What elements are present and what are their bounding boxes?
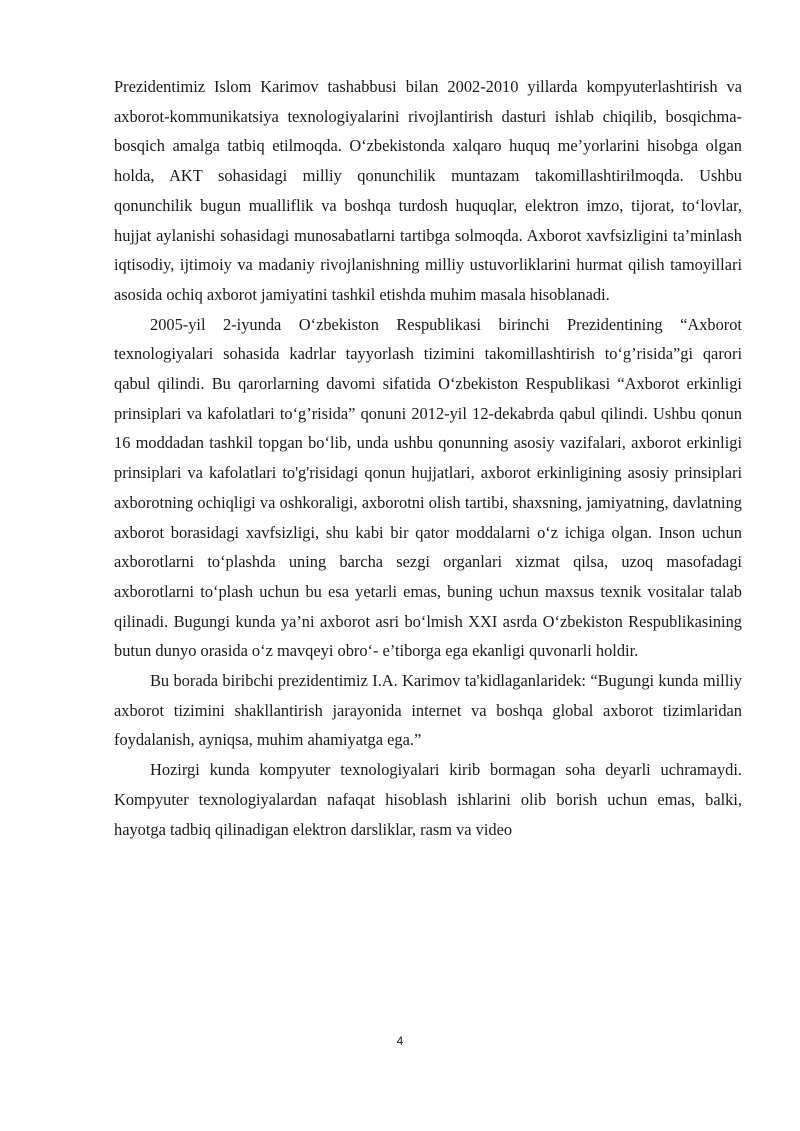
- paragraph-3: Bu borada biribchi prezidentimiz I.A. Karimov ta'kidlaganlaridek: “Bugungi kunda milliy axborot tizimini shakllantirish jarayonida internet va boshqa global axborot tizimlaridan foydalanish, ayniqsa, muhim ahamiyatga ega.”: [114, 671, 742, 750]
- page-number: 4: [396, 1034, 404, 1048]
- paragraph-2: 2005-yil 2-iyunda O‘zbekiston Respublikasi birinchi Prezidentining “Axborot texnologiyalari sohasida kadrlar tayyorlash tizimini takomillashtirish to‘g’risida”gi qarori qabul qilindi. Bu qarorlarning davomi sifatida O‘zbekiston Respublikasi “Axborot erkinligi prinsiplari va kafolatlari to‘g’risida” qonuni 2012-yil 12-dekabrda qabul qilindi. Ushbu qonun 16 moddadan tashkil topgan bo‘lib, unda ushbu qonunning asosiy vazifalari, axborot erkinligi prinsiplari va kafolatlari to'g'risidagi qonun hujjatlari, axborot erkinligining asosiy prinsiplari axborotning ochiqligi va oshkoraligi, axborotni olish tartibi, shaxsning, jamiyatning, davlatning axborot borasidagi xavfsizligi, shu kabi bir qator moddalarni o‘z ichiga olgan. Inson uchun axborotlarni to‘plashda uning barcha sezgi organlari xizmat qilsa, uzoq masofadagi axborotlarni to‘plash uchun bu esa yetarli emas, buning uchun maxsus texnik vositalar talab qilinadi. Bugungi kunda ya’ni axborot asri bo‘lmish XXI asrda O‘zbekiston Respublikasining butun dunyo orasida o‘z mavqeyi obro‘- e’tiborga ega ekanligi quvonarli holdir.: [114, 314, 742, 661]
- document-body: [114, 72, 742, 844]
- paragraph-4: Hozirgi kunda kompyuter texnologiyalari kirib bormagan soha deyarli uchramaydi. Kompyuter texnologiyalardan nafaqat hisoblash ishlarini olib borish uchun emas, balki, hayotga tadbiq qilinadigan elektron darsliklar, rasm va video: [114, 760, 742, 839]
- paragraph-1: Prezidentimiz Islom Karimov tashabbusi bilan 2002-2010 yillarda kompyuterlashtirish va axborot-kommunikatsiya texnologiyalarini rivojlantirish dasturi ishlab chiqilib, bosqichma-bosqich amalga tatbiq etilmoqda. O‘zbekistonda xalqaro huquq me’yorlarini hisobga olgan holda, AKT sohasidagi milliy qonunchilik muntazam takomillashtirilmoqda. Ushbu qonunchilik bugun mualliflik va boshqa turdosh huquqlar, elektron imzo, tijorat, to‘lovlar, hujjat aylanishi sohasidagi munosabatlarni tartibga solmoqda. Axborot xavfsizligini ta’minlash iqtisodiy, ijtimoiy va madaniy rivojlanishning milliy ustuvorliklarini hurmat qilish tamoyillari asosida ochiq axborot jamiyatini tashkil etishda muhim masala hisoblanadi.: [114, 77, 742, 304]
